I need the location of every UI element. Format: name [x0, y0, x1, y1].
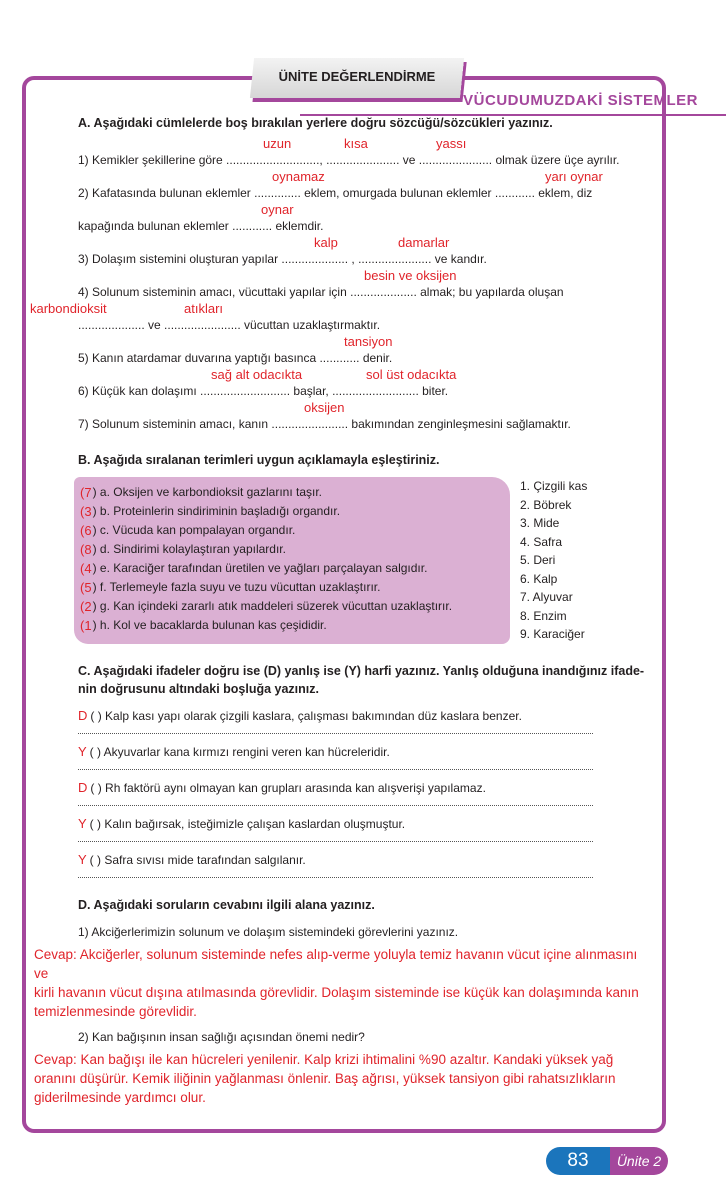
answer-1-line-3: temizlenmesinde görevlidir.	[34, 1003, 197, 1019]
matching-statement: ) b. Proteinlerin sindiriminin başladığı organdır.	[92, 504, 341, 518]
matching-row	[80, 502, 500, 521]
content-frame	[22, 69, 666, 1133]
a-line-4: 3) Dolaşım sistemini oluşturan yapılar .................... , ...................... ve kandır.	[78, 252, 487, 266]
answer-oksijen: oksijen	[304, 400, 345, 415]
a-line-7: 5) Kanın atardamar duvarına yaptığı basınca ............ denir.	[78, 351, 393, 365]
answer-row	[26, 367, 648, 383]
title-tab	[252, 58, 462, 98]
matching-statement: ) e. Karaciğer tarafından üretilen ve yağları parçalayan salgıdır.	[92, 561, 428, 575]
section-d-title: D. Aşağıdaki soruların cevabını ilgili alana yazınız.	[78, 897, 375, 912]
matching-answer: (5	[80, 580, 92, 595]
answer-line	[78, 869, 593, 878]
matching-area	[78, 477, 648, 644]
true-false-statement: ( ) Safra sıvısı mide tarafından salgılanır.	[89, 852, 306, 867]
answer-uzun: uzun	[263, 136, 292, 151]
matching-row	[80, 578, 500, 597]
answer-line	[78, 797, 593, 806]
matching-row	[80, 483, 500, 502]
answer-kisa: kısa	[344, 136, 368, 151]
page-badge	[546, 1147, 668, 1175]
answer-damarlar: damarlar	[398, 235, 450, 250]
matching-row	[80, 521, 500, 540]
answer-karbondioksit: karbondioksit	[30, 301, 107, 316]
section-a-lines	[30, 136, 648, 433]
matching-highlight	[74, 477, 510, 644]
answer-sol-ust: sol üst odacıkta	[366, 367, 457, 382]
answer-tansiyon: tansiyon	[344, 334, 393, 349]
answer-2-line-1: Cevap: Kan bağışı ile kan hücreleri yenilenir. Kalp krizi ihtimalini %90 azaltır. Kandaki yüksek yağ	[34, 1051, 614, 1067]
answer-line	[78, 761, 593, 770]
footer	[0, 1133, 726, 1199]
answer-besin-oksijen: besin ve oksijen	[364, 268, 457, 283]
question-1: 1) Akciğerlerimizin solunum ve dolaşım sistemindeki görevlerini yazınız.	[78, 924, 459, 939]
answer-oynar: oynar	[261, 202, 294, 217]
matching-statement: ) h. Kol ve bacaklarda bulunan kas çeşididir.	[92, 618, 327, 632]
answer-2-line-2: oranını düşürür. Kemik iliğinin yağlanması önlenir. Baş ağrısı, yüksek tansiyon gibi rahatsızlıkların	[34, 1070, 616, 1086]
answer-row	[26, 334, 648, 350]
a-line-3: kapağında bulunan eklemler ............ eklemdir.	[78, 219, 324, 233]
term-item: 6. Kalp	[520, 571, 558, 586]
term-item: 5. Deri	[520, 553, 556, 567]
answer-row	[26, 400, 648, 416]
section-b-title: B. Aşağıda sıralanan terimleri uygun açıklamayla eşleştiriniz.	[78, 453, 440, 467]
matching-answer: (2	[80, 599, 92, 614]
answer-yassi: yassı	[436, 136, 467, 151]
true-false-answer: Y	[78, 815, 87, 831]
true-false-list	[78, 708, 648, 878]
page-header-title: VÜCUDUMUZDAKİ SİSTEMLER	[463, 92, 698, 109]
section-c-title-1: C. Aşağıdaki ifadeler doğru ise (D) yanlış ise (Y) harfi yazınız. Yanlış olduğuna inandığınız ifade-	[78, 663, 645, 678]
true-false-row	[78, 816, 648, 833]
a-line-2: 2) Kafatasında bulunan eklemler .............. eklem, omurgada bulunan eklemler ............ eklem, diz	[78, 186, 593, 200]
a-line-1: 1) Kemikler şekillerine göre ............................, ...................... ve ...................... olmak üzere üçe ayrılır.	[78, 153, 620, 167]
matching-answer: (1	[80, 618, 92, 633]
true-false-answer: D	[78, 707, 88, 723]
section-c-title-2: nin doğrusunu altındaki boşluğa yazınız.	[78, 681, 319, 696]
answer-oynamaz: oynamaz	[272, 169, 325, 184]
page-number: 83	[546, 1147, 610, 1175]
answer-atiklari: atıkları	[184, 301, 224, 316]
answer-1-line-1: Cevap: Akciğerler, solunum sisteminde nefes alıp-verme yoluyla temiz havanın vücut içine alınmasını ve	[34, 946, 638, 981]
a-line-6: .................... ve ....................... vücuttan uzaklaştırmaktır.	[78, 318, 381, 332]
term-item: 7. Alyuvar	[520, 590, 573, 604]
answer-sag-alt: sağ alt odacıkta	[211, 367, 303, 382]
true-false-row	[78, 744, 648, 761]
true-false-answer: Y	[78, 743, 87, 759]
term-item: 1. Çizgili kas	[520, 479, 588, 493]
true-false-row	[78, 780, 648, 797]
true-false-statement: ( ) Kalp kası yapı olarak çizgili kaslara, çalışması bakımından düz kaslara benzer.	[90, 708, 522, 723]
a-line-5: 4) Solunum sisteminin amacı, vücuttaki yapılar için .................... almak; bu yapılarda oluşan	[78, 285, 564, 299]
true-false-answer: D	[78, 779, 88, 795]
tab-title: ÜNİTE DEĞERLENDİRME	[278, 69, 436, 84]
matching-answer: (7	[80, 485, 92, 500]
answer-1	[34, 945, 648, 1021]
term-item: 2. Böbrek	[520, 497, 572, 512]
answer-row	[26, 169, 648, 185]
matching-row	[80, 597, 500, 616]
answer-yari-oynar: yarı oynar	[545, 169, 603, 184]
matching-answer: (4	[80, 561, 92, 576]
matching-row	[80, 616, 500, 635]
matching-statement: ) a. Oksijen ve karbondioksit gazlarını taşır.	[92, 485, 322, 499]
matching-statement: ) c. Vücuda kan pompalayan organdır.	[92, 523, 296, 537]
answer-row	[26, 235, 648, 251]
answer-line	[78, 833, 593, 842]
matching-statement: ) d. Sindirimi kolaylaştıran yapılardır.	[92, 542, 286, 556]
answer-kalp: kalp	[314, 235, 338, 250]
matching-answer: (6	[80, 523, 92, 538]
matching-statement: ) g. Kan içindeki zararlı atık maddeleri süzerek vücuttan uzaklaştırır.	[92, 599, 453, 613]
section-a-title: A. Aşağıdaki cümlelerde boş bırakılan yerlere doğru sözcüğü/sözcükleri yazınız.	[78, 116, 553, 130]
answer-row	[26, 301, 648, 317]
true-false-statement: ( ) Akyuvarlar kana kırmızı rengini veren kan hücreleridir.	[89, 744, 390, 759]
answer-row	[26, 202, 648, 218]
answer-row	[26, 136, 648, 152]
a-line-9: 7) Solunum sisteminin amacı, kanın ....................... bakımından zenginleşmesini sağlamaktır.	[78, 417, 571, 431]
unit-label: Ünite 2	[610, 1147, 668, 1175]
a-line-8: 6) Küçük kan dolaşımı ........................... başlar, .......................... biter.	[78, 384, 449, 398]
matching-answer: (8	[80, 542, 92, 557]
matching-statement: ) f. Terlemeyle fazla suyu ve tuzu vücuttan uzaklaştırır.	[92, 580, 381, 594]
matching-row	[80, 559, 500, 578]
true-false-statement: ( ) Rh faktörü aynı olmayan kan grupları arasında kan alışverişi yapılamaz.	[90, 780, 486, 795]
question-2: 2) Kan bağışının insan sağlığı açısından önemi nedir?	[78, 1029, 365, 1044]
term-item: 8. Enzim	[520, 608, 567, 623]
matching-answer: (3	[80, 504, 92, 519]
term-item: 9. Karaciğer	[520, 627, 585, 641]
answer-2	[34, 1050, 648, 1107]
true-false-statement: ( ) Kalın bağırsak, isteğimizle çalışan kaslardan oluşmuştur.	[89, 816, 406, 831]
matching-row	[80, 540, 500, 559]
true-false-row	[78, 852, 648, 869]
true-false-row	[78, 708, 648, 725]
term-list	[520, 477, 587, 644]
answer-line	[78, 725, 593, 734]
answer-row	[26, 268, 648, 284]
true-false-answer: Y	[78, 851, 87, 867]
answer-1-line-2: kirli havanın vücut dışına atılmasında görevlidir. Dolaşım sisteminde ise küçük kan dolaşımında kanın	[34, 984, 639, 1000]
term-item: 4. Safra	[520, 534, 563, 549]
term-item: 3. Mide	[520, 516, 560, 530]
answer-2-line-3: giderilmesinde yardımcı olur.	[34, 1089, 206, 1105]
